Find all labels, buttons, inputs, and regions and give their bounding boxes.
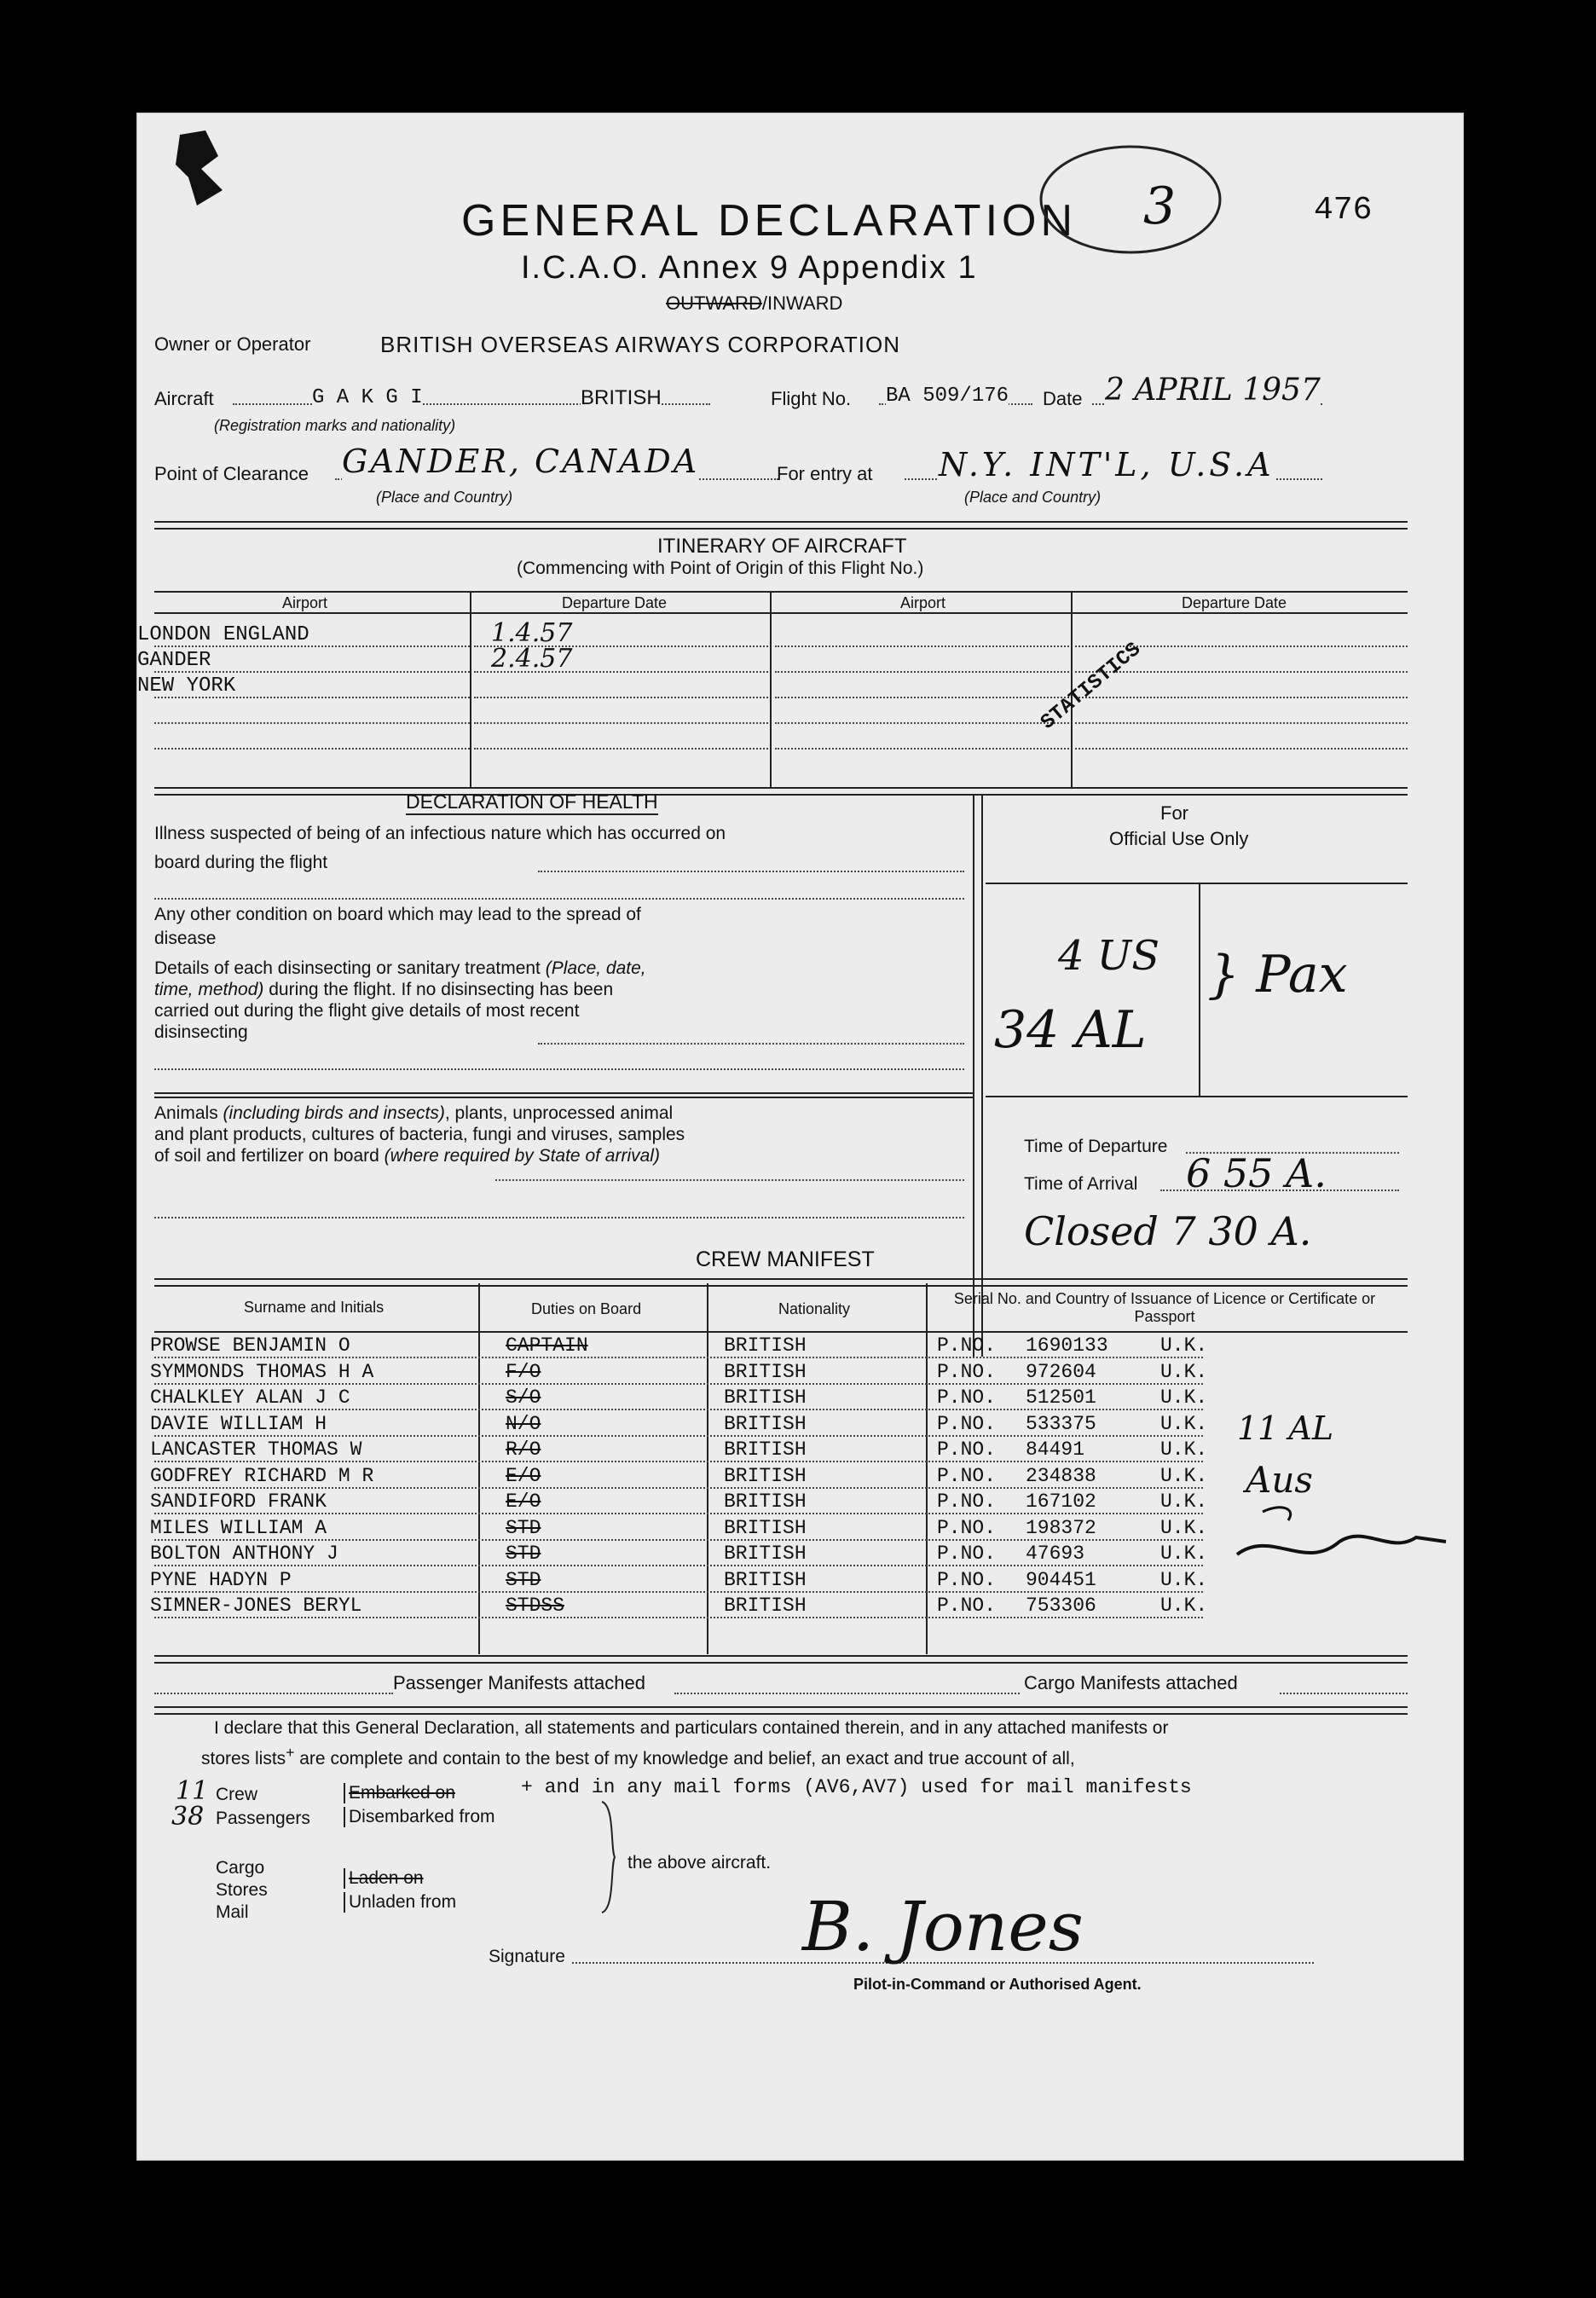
crew-header-serial: Serial No. and Country of Issuance of Licence or Certificate or Passport bbox=[953, 1290, 1376, 1325]
itinerary-title: ITINERARY OF AIRCRAFT bbox=[657, 535, 907, 558]
divider bbox=[154, 1655, 1408, 1664]
crew-annotation-1: 11 AL bbox=[1237, 1409, 1334, 1447]
direction-inward: /INWARD bbox=[761, 292, 843, 314]
crew-name: LANCASTER THOMAS W bbox=[150, 1438, 362, 1461]
crew-duty: STDSS bbox=[506, 1595, 565, 1617]
mail-label: Mail bbox=[216, 1902, 249, 1922]
declaration-form bbox=[136, 113, 1464, 2161]
crew-nationality: BRITISH bbox=[724, 1412, 807, 1435]
itin-date-2: 2.4.57 bbox=[491, 644, 573, 674]
health-q4: Animals (including birds and insects), plants, unprocessed animal and plant products, cultures of bacteria, fungi and viruses, samples of soil and fertilizer on board (where required by State of arrival) bbox=[154, 1103, 685, 1166]
crew-serial: 167102 bbox=[1026, 1491, 1096, 1513]
crew-duty: STD bbox=[506, 1568, 541, 1591]
crew-duty: CAPTAIN bbox=[506, 1334, 588, 1357]
itin-date-1: 1.4.57 bbox=[491, 618, 573, 648]
itin-header-date-1: Departure Date bbox=[562, 594, 668, 611]
date-label: Date bbox=[1043, 388, 1083, 409]
itin-airport-2: GANDER bbox=[137, 649, 211, 672]
owner-label: Owner or Operator bbox=[154, 333, 311, 355]
statistics-stamp: STATISTICS bbox=[1037, 638, 1146, 735]
itin-airport-1: LONDON ENGLAND bbox=[137, 623, 309, 646]
crew-pno: P.NO. bbox=[937, 1360, 997, 1383]
divider bbox=[154, 1278, 1408, 1287]
itin-header-airport-2: Airport bbox=[900, 594, 946, 611]
entry-sub: (Place and Country) bbox=[964, 489, 1102, 506]
aircraft-sublabel: (Registration marks and nationality) bbox=[214, 417, 456, 434]
crew-pno: P.NO. bbox=[937, 1568, 997, 1591]
crew-duty: E/O bbox=[506, 1464, 541, 1487]
crew-name: CHALKLEY ALAN J C bbox=[150, 1386, 350, 1409]
divider bbox=[154, 1706, 1408, 1715]
mail-line: + and in any mail forms (AV6,AV7) used for mail manifests bbox=[521, 1776, 1192, 1798]
official-note-2: 34 AL bbox=[994, 1000, 1147, 1060]
page-number: 476 bbox=[1314, 192, 1373, 229]
closed-value: Closed 7 30 A. bbox=[1024, 1208, 1312, 1254]
official-for: For bbox=[1160, 802, 1188, 824]
unladen-label: Unladen from bbox=[344, 1892, 456, 1913]
crew-pno: P.NO. bbox=[937, 1595, 997, 1617]
crew-nationality: BRITISH bbox=[724, 1386, 807, 1409]
entry-value: N.Y. INT'L, U.S.A bbox=[939, 446, 1275, 483]
clearance-sub: (Place and Country) bbox=[376, 489, 513, 506]
divider bbox=[154, 787, 1408, 796]
crew-header-name: Surname and Initials bbox=[244, 1299, 385, 1316]
declaration-text-2: stores lists+ are complete and contain to the best of my knowledge and belief, an exact and true account of all, bbox=[201, 1744, 1075, 1768]
cargo-manifests: Cargo Manifests attached bbox=[1024, 1672, 1238, 1693]
passenger-label: Passengers bbox=[216, 1809, 310, 1828]
aircraft-label: Aircraft bbox=[154, 388, 214, 409]
crew-serial: 84491 bbox=[1026, 1438, 1085, 1461]
date-value: 2 APRIL 1957 bbox=[1105, 373, 1321, 408]
crew-name: PYNE HADYN P bbox=[150, 1568, 292, 1591]
official-note-1: 4 US bbox=[1058, 932, 1160, 980]
crew-pno: P.NO. bbox=[937, 1464, 997, 1487]
itin-airport-3: NEW YORK bbox=[137, 674, 236, 698]
health-q1: Illness suspected of being of an infectious nature which has occurred on board during the flight bbox=[154, 824, 726, 872]
crew-pno: P.NO. bbox=[937, 1543, 997, 1565]
crew-nationality: BRITISH bbox=[724, 1438, 807, 1461]
embarked-label: Embarked on bbox=[344, 1783, 455, 1803]
crew-name: SYMMONDS THOMAS H A bbox=[150, 1360, 374, 1383]
itin-header-airport-1: Airport bbox=[282, 594, 328, 611]
flight-number: BA 509/176 bbox=[886, 385, 1009, 408]
crew-name: SANDIFORD FRANK bbox=[150, 1491, 327, 1513]
itin-header-date-2: Departure Date bbox=[1182, 594, 1287, 611]
aircraft-registration: G A K G I bbox=[312, 386, 423, 409]
pilot-label: Pilot-in-Command or Authorised Agent. bbox=[853, 1976, 1142, 1993]
clearance-value: GANDER, CANADA bbox=[342, 443, 700, 480]
crew-duty: S/O bbox=[506, 1386, 541, 1409]
stores-label: Stores bbox=[216, 1880, 268, 1900]
departure-label: Time of Departure bbox=[1024, 1137, 1168, 1156]
crew-country: U.K. bbox=[1160, 1516, 1208, 1539]
passenger-count: 38 bbox=[171, 1802, 205, 1832]
brace-mark bbox=[598, 1797, 623, 1917]
crew-name: PROWSE BENJAMIN O bbox=[150, 1334, 350, 1357]
crew-pno: P.NO. bbox=[937, 1334, 997, 1357]
crew-nationality: BRITISH bbox=[724, 1334, 807, 1357]
crew-pno: P.NO. bbox=[937, 1386, 997, 1409]
crew-name: BOLTON ANTHONY J bbox=[150, 1543, 338, 1565]
direction-outward: OUTWARD bbox=[666, 292, 762, 314]
crew-serial: 1690133 bbox=[1026, 1334, 1108, 1357]
crew-country: U.K. bbox=[1160, 1386, 1208, 1409]
crew-nationality: BRITISH bbox=[724, 1491, 807, 1513]
passenger-manifests: Passenger Manifests attached bbox=[393, 1672, 645, 1693]
cargo-label: Cargo bbox=[216, 1858, 265, 1878]
laden-label: Laden on bbox=[344, 1868, 424, 1889]
crew-nationality: BRITISH bbox=[724, 1595, 807, 1617]
crew-serial: 533375 bbox=[1026, 1412, 1096, 1435]
crew-name: SIMNER-JONES BERYL bbox=[150, 1595, 362, 1617]
crew-serial: 512501 bbox=[1026, 1386, 1096, 1409]
crew-pno: P.NO. bbox=[937, 1412, 997, 1435]
crew-nationality: BRITISH bbox=[724, 1360, 807, 1383]
crew-pno: P.NO. bbox=[937, 1516, 997, 1539]
health-title: DECLARATION OF HEALTH bbox=[406, 790, 658, 815]
crew-country: U.K. bbox=[1160, 1438, 1208, 1461]
crew-country: U.K. bbox=[1160, 1464, 1208, 1487]
clearance-label: Point of Clearance bbox=[154, 463, 309, 484]
crew-name: MILES WILLIAM A bbox=[150, 1516, 327, 1539]
arrival-value: 6 55 A. bbox=[1186, 1150, 1327, 1196]
crew-country: U.K. bbox=[1160, 1595, 1208, 1617]
signature-value: B. Jones bbox=[802, 1887, 1084, 1966]
scribble-mark bbox=[1220, 1495, 1450, 1580]
crew-country: U.K. bbox=[1160, 1491, 1208, 1513]
crew-serial: 47693 bbox=[1026, 1543, 1085, 1565]
crew-pno: P.NO. bbox=[937, 1438, 997, 1461]
aircraft-nationality: BRITISH bbox=[581, 386, 662, 409]
crew-country: U.K. bbox=[1160, 1568, 1208, 1591]
declaration-text-1: I declare that this General Declaration, all statements and particulars contained therein, and in any attached manifests or bbox=[214, 1718, 1169, 1738]
health-q2: Any other condition on board which may lead to the spread of disease bbox=[154, 905, 641, 948]
crew-serial: 234838 bbox=[1026, 1464, 1096, 1487]
crew-nationality: BRITISH bbox=[724, 1568, 807, 1591]
official-note-3: } Pax bbox=[1207, 945, 1348, 1004]
direction-line bbox=[666, 292, 842, 315]
health-q3: Details of each disinsecting or sanitary treatment (Place, date, time, method) during the flight. If no disinsecting has been carried out during the flight give details of most recent disinsecting bbox=[154, 958, 646, 1042]
crew-nationality: BRITISH bbox=[724, 1543, 807, 1565]
signature-label: Signature bbox=[489, 1947, 565, 1966]
crew-count: 11 bbox=[176, 1776, 209, 1806]
owner-value: BRITISH OVERSEAS AIRWAYS CORPORATION bbox=[380, 332, 901, 357]
crew-duty: N/O bbox=[506, 1412, 541, 1435]
circled-number: 3 bbox=[1143, 177, 1177, 236]
crew-name: DAVIE WILLIAM H bbox=[150, 1412, 327, 1435]
crew-label: Crew bbox=[216, 1785, 258, 1804]
form-title: GENERAL DECLARATION bbox=[461, 196, 1078, 246]
crew-country: U.K. bbox=[1160, 1412, 1208, 1435]
arrival-label: Time of Arrival bbox=[1024, 1174, 1138, 1194]
crew-header-duty: Duties on Board bbox=[531, 1300, 642, 1317]
form-subtitle: I.C.A.O. Annex 9 Appendix 1 bbox=[521, 250, 978, 286]
crew-serial: 972604 bbox=[1026, 1360, 1096, 1383]
crew-duty: STD bbox=[506, 1543, 541, 1565]
crew-serial: 198372 bbox=[1026, 1516, 1096, 1539]
disembarked-label: Disembarked from bbox=[344, 1807, 495, 1827]
crew-duty: STD bbox=[506, 1516, 541, 1539]
crew-country: U.K. bbox=[1160, 1360, 1208, 1383]
above-aircraft: the above aircraft. bbox=[627, 1853, 772, 1873]
crew-serial: 904451 bbox=[1026, 1568, 1096, 1591]
crew-annotation-2: Aus bbox=[1246, 1459, 1313, 1501]
crew-duty: R/O bbox=[506, 1438, 541, 1461]
crew-nationality: BRITISH bbox=[724, 1516, 807, 1539]
crew-name: GODFREY RICHARD M R bbox=[150, 1464, 374, 1487]
crew-title: CREW MANIFEST bbox=[696, 1247, 875, 1271]
crew-country: U.K. bbox=[1160, 1334, 1208, 1357]
circled-number-mark bbox=[1032, 136, 1229, 263]
crew-header-nationality: Nationality bbox=[778, 1300, 851, 1317]
crew-country: U.K. bbox=[1160, 1543, 1208, 1565]
divider bbox=[154, 521, 1408, 530]
torn-corner-icon bbox=[171, 130, 231, 207]
entry-label: For entry at bbox=[777, 463, 873, 484]
official-title: Official Use Only bbox=[1109, 828, 1249, 849]
crew-serial: 753306 bbox=[1026, 1595, 1096, 1617]
flight-label: Flight No. bbox=[771, 388, 852, 409]
itinerary-subtitle: (Commencing with Point of Origin of this Flight No.) bbox=[517, 559, 924, 578]
crew-duty: F/O bbox=[506, 1360, 541, 1383]
crew-pno: P.NO. bbox=[937, 1491, 997, 1513]
crew-duty: E/O bbox=[506, 1491, 541, 1513]
crew-nationality: BRITISH bbox=[724, 1464, 807, 1487]
